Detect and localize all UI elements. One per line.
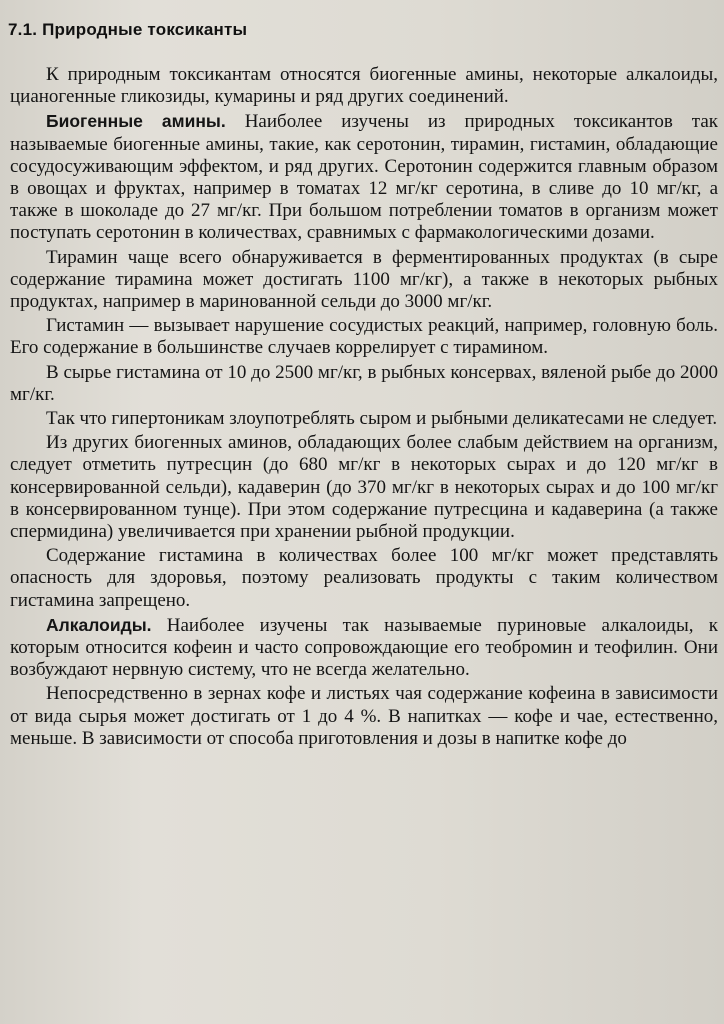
- paragraph-other-amines: [10, 432, 718, 543]
- paragraph-text: Так что гипертоникам злоупотреблять сыром и рыбными деликатесами не следует.: [46, 408, 718, 430]
- paragraph-histamine-levels: [10, 362, 718, 406]
- paragraph-histamine-limit: [10, 545, 718, 612]
- run-in-heading: Биогенные амины.: [46, 111, 226, 132]
- paragraph-caffeine: [10, 683, 718, 750]
- paragraph-text: Гистамин — вызывает нарушение сосудистых реакций, например, головную боль. Его содержание в большинстве случаев коррелирует с тирамином.: [10, 315, 718, 359]
- paragraph-text: Наиболее изучены из природных токсикантов так называемые биогенные амины, такие, как серотонин, тирамин, гистамин, обладающие сосудосуживающим эффектом, и ряд других. Серотонин содержится главным образом в овощах и фруктах, например в томатах 12 мг/кг серотина, в сливе до 10 мг/кг, а также в шоколаде до 27 мг/кг. При большом потреблении томатов в организм может поступать серотонин в количествах, сравнимых с фармакологическими дозами.: [10, 111, 718, 244]
- paragraph-tyramine: [10, 247, 718, 314]
- paragraph-text: Содержание гистамина в количествах более 100 мг/кг может представлять опасность для здоровья, поэтому реализовать продукты с таким количеством гистамина запрещено.: [10, 545, 718, 611]
- paragraph-alkaloids: [10, 614, 718, 682]
- section-body: [10, 64, 718, 752]
- section-heading: 7.1. Природные токсиканты: [8, 20, 248, 39]
- paragraph-text: В сырье гистамина от 10 до 2500 мг/кг, в рыбных консервах, вяленой рыбе до 2000 мг/кг.: [10, 361, 718, 405]
- paragraph-histamine: [10, 315, 718, 359]
- run-in-heading: Алкалоиды.: [46, 614, 152, 635]
- paragraph-intro: [10, 64, 718, 108]
- paragraph-text: К природным токсикантам относятся биогенные амины, некоторые алкалоиды, цианогенные гликозиды, кумарины и ряд других соединений.: [10, 64, 718, 108]
- paragraph-text: Наиболее изучены так называемые пуриновые алкалоиды, к которым относится кофеин и часто сопровождающие его теобромин и теофилин. Они возбуждают нервную систему, что не всегда желательно.: [10, 614, 718, 681]
- paragraph-hypertension-advice: [10, 408, 718, 430]
- paragraph-biogenic-amines: [10, 110, 718, 244]
- paragraph-text: Непосредственно в зернах кофе и листьях чая содержание кофеина в зависимости от вида сырья может достигать от 1 до 4 %. В напитках — кофе и чае, естественно, меньше. В зависимости от способа приготовления и дозы в напитке кофе до: [10, 683, 718, 749]
- paragraph-text: Тирамин чаще всего обнаруживается в ферментированных продуктах (в сыре содержание тирамина может достигать 1100 мг/кг), а также в некоторых рыбных продуктах, например в маринованной сельди до 3000 мг/кг.: [10, 246, 718, 313]
- paragraph-text: Из других биогенных аминов, обладающих более слабым действием на организм, следует отметить путресцин (до 680 мг/кг в некоторых сырах и до 120 мг/кг в консервированной сельди), кадаверин (до 370 мг/кг в некоторых сырах и до 100 мг/кг в консервированном тунце). При этом содержание путресцина и кадаверина (а также спермидина) увеличивается при хранении рыбной продукции.: [10, 432, 718, 543]
